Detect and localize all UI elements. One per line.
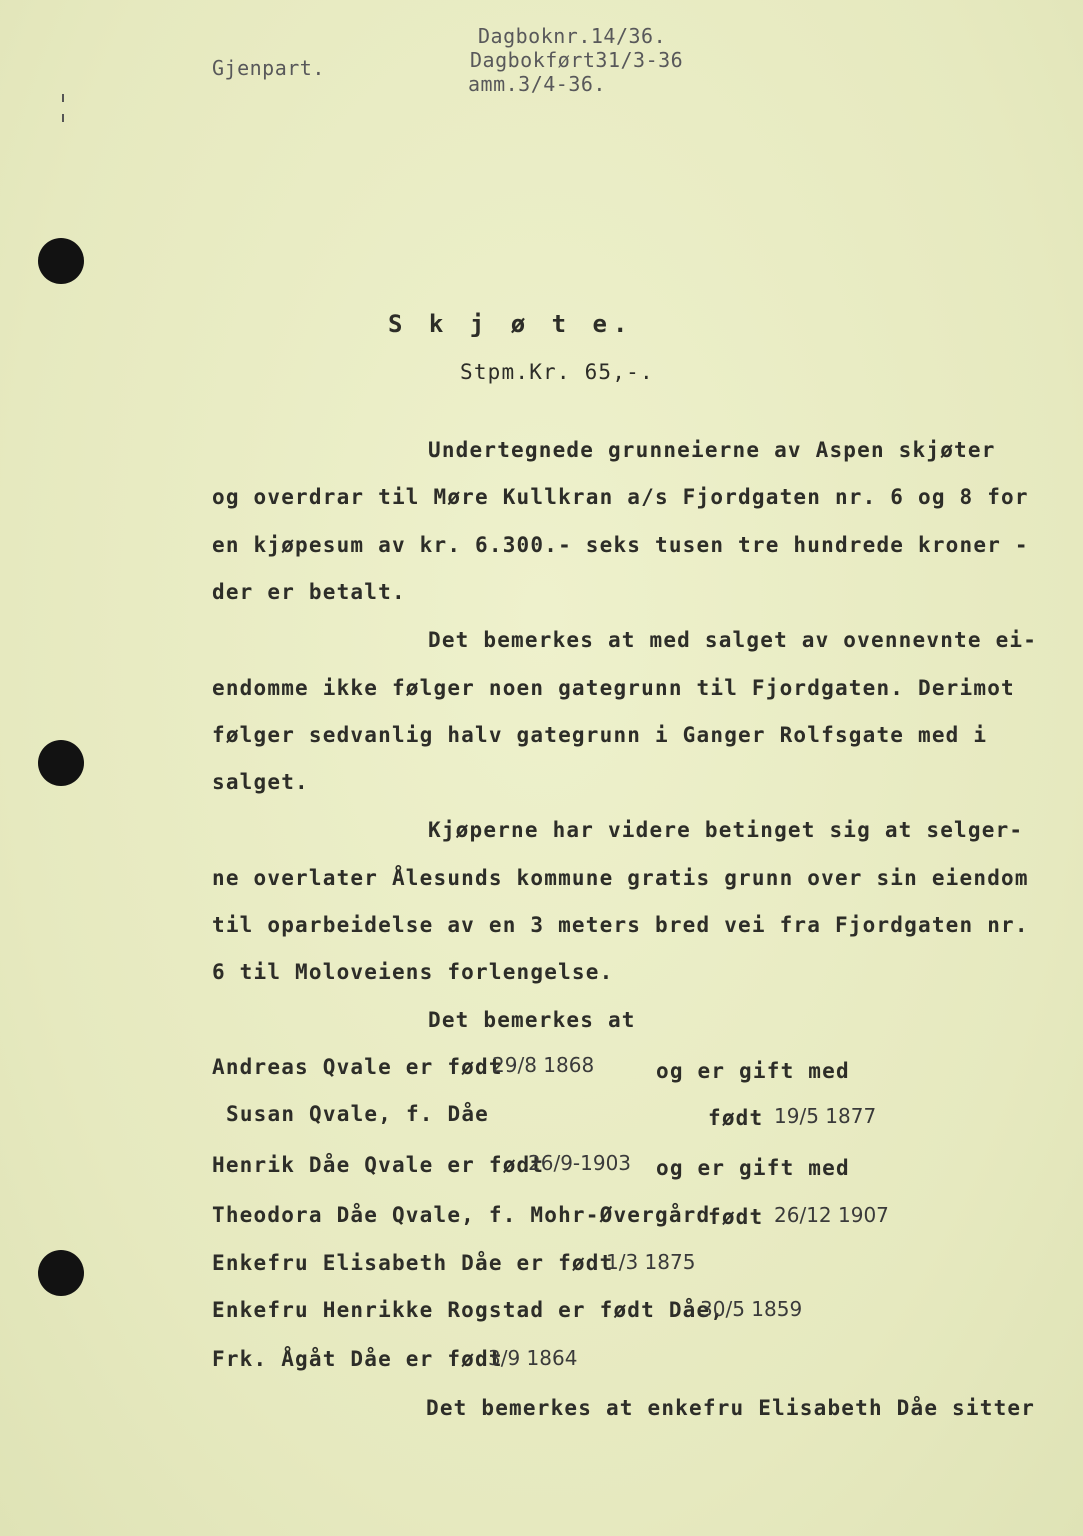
margin-mark xyxy=(62,114,64,122)
body-line: Det bemerkes at xyxy=(428,1008,636,1032)
person-note: og er gift med xyxy=(656,1156,850,1180)
body-line: ne overlater Ålesunds kommune gratis grunn over sin eiendom xyxy=(212,866,1029,890)
person-name: Frk. Ågåt Dåe er født xyxy=(212,1347,503,1371)
body-line: Det bemerkes at med salget av ovennevnte ei- xyxy=(428,628,1038,652)
copy-label: Gjenpart. xyxy=(212,56,325,80)
born-label: født xyxy=(708,1106,764,1130)
body-line: 6 til Moloveiens forlengelse. xyxy=(212,960,614,984)
margin-mark xyxy=(62,94,64,102)
journal-number: Dagboknr.14/36. xyxy=(478,24,667,48)
person-birthdate: 26/12 1907 xyxy=(774,1203,889,1227)
person-name: Theodora Dåe Qvale, f. Mohr-Øvergård xyxy=(212,1203,711,1227)
punch-hole-bottom xyxy=(38,1250,84,1296)
person-name: Henrik Dåe Qvale er født xyxy=(212,1153,545,1177)
person-name: Enkefru Elisabeth Dåe er født xyxy=(212,1251,614,1275)
body-line: Undertegnede grunneierne av Aspen skjøter xyxy=(428,438,996,462)
person-birthdate: 19/5 1877 xyxy=(774,1104,877,1128)
body-line: følger sedvanlig halv gategrunn i Ganger Rolfsgate med i xyxy=(212,723,988,747)
person-name: Andreas Qvale er født xyxy=(212,1055,503,1079)
journal-entry-date: Dagbokført31/3-36 xyxy=(470,48,684,72)
body-line: salget. xyxy=(212,770,309,794)
person-birthdate: 29/8 1868 xyxy=(492,1053,595,1077)
person-birthdate: 1/3 1875 xyxy=(606,1250,696,1274)
person-birthdate: 3/9 1864 xyxy=(488,1346,578,1370)
closing-line: Det bemerkes at enkefru Elisabeth Dåe sitter xyxy=(426,1396,1036,1420)
body-line: der er betalt. xyxy=(212,580,406,604)
body-line: og overdrar til Møre Kullkran a/s Fjordgaten nr. 6 og 8 for xyxy=(212,485,1029,509)
person-name: Enkefru Henrikke Rogstad er født Dåe, xyxy=(212,1298,725,1322)
document-title: S k j ø t e. xyxy=(388,310,634,338)
body-line: til oparbeidelse av en 3 meters bred vei fra Fjordgaten nr. xyxy=(212,913,1029,937)
body-line: Kjøperne har videre betinget sig at selger- xyxy=(428,818,1024,842)
punch-hole-top xyxy=(38,238,84,284)
stamp-fee: Stpm.Kr. 65,-. xyxy=(460,360,654,384)
person-birthdate: 30/5 1859 xyxy=(700,1297,803,1321)
person-birthdate: 26/9-1903 xyxy=(528,1151,632,1175)
body-line: en kjøpesum av kr. 6.300.- seks tusen tre hundrede kroner - xyxy=(212,533,1029,557)
person-note: og er gift med xyxy=(656,1059,850,1083)
born-label: født xyxy=(708,1205,764,1229)
annotation-date: amm.3/4-36. xyxy=(468,72,606,96)
punch-hole-middle xyxy=(38,740,84,786)
body-line: endomme ikke følger noen gategrunn til Fjordgaten. Derimot xyxy=(212,676,1015,700)
person-name: Susan Qvale, f. Dåe xyxy=(226,1102,490,1126)
